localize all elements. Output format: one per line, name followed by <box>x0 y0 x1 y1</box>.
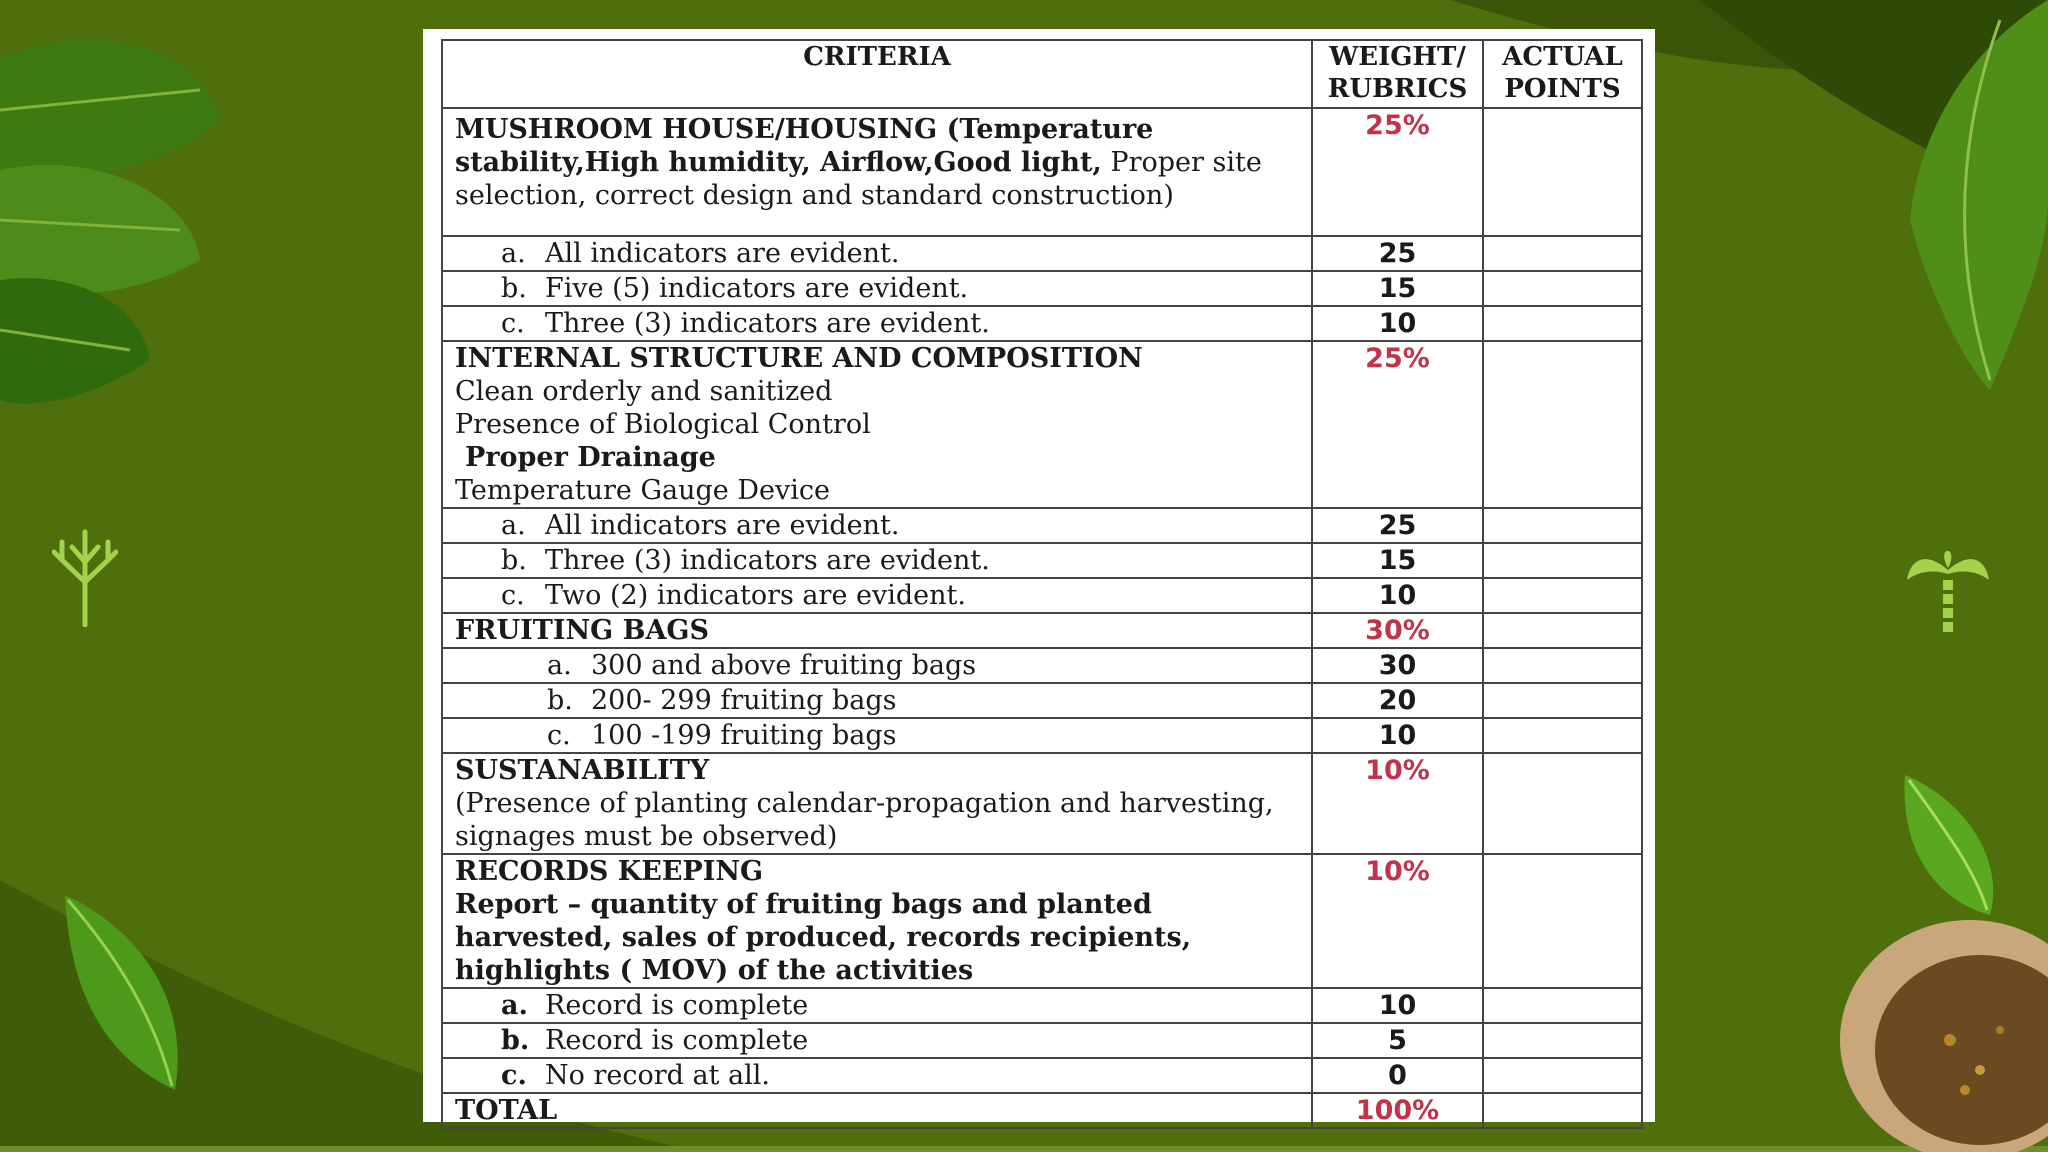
item-letter: a. <box>501 238 526 269</box>
actual-points-cell <box>1483 1093 1642 1128</box>
table-row <box>442 306 1642 341</box>
actual-points-cell <box>1483 683 1642 718</box>
item-letter: b. <box>547 685 573 716</box>
rubric-table <box>441 39 1643 1129</box>
actual-points-cell <box>1483 613 1642 648</box>
actual-points-cell <box>1483 988 1642 1023</box>
item-text: Record is complete <box>545 1025 809 1056</box>
item-points: 25 <box>1312 508 1483 543</box>
actual-points-cell <box>1483 1023 1642 1058</box>
table-row <box>442 1058 1642 1093</box>
item-points: 10 <box>1312 718 1483 753</box>
section-weight: 25% <box>1312 341 1483 508</box>
item-letter: a. <box>501 510 526 541</box>
item-text: Three (3) indicators are evident. <box>545 308 990 339</box>
item-letter: c. <box>501 1060 527 1091</box>
criteria-header: CRITERIA <box>442 40 1312 108</box>
total-row <box>442 1093 1642 1128</box>
section-title: RECORDS KEEPING <box>455 856 764 887</box>
section-title: SUSTANABILITY <box>455 755 710 786</box>
leaf-icon <box>0 0 240 440</box>
total-weight: 100% <box>1312 1093 1483 1128</box>
leaf-icon <box>1850 0 2048 400</box>
section-line: Presence of Biological Control <box>455 409 871 440</box>
section-title: FRUITING BAGS <box>442 613 1312 648</box>
item-text: Three (3) indicators are evident. <box>545 545 990 576</box>
item-letter: a. <box>547 650 572 681</box>
item-letter: b. <box>501 273 527 304</box>
section-criteria <box>442 108 1312 236</box>
section-line: (Presence of planting calendar-propagation and harvesting, signages must be observed) <box>455 788 1274 852</box>
item-text: 200- 299 fruiting bags <box>591 685 897 716</box>
table-row <box>442 648 1642 683</box>
item-points: 15 <box>1312 271 1483 306</box>
actual-points-cell <box>1483 306 1642 341</box>
item-text: Five (5) indicators are evident. <box>545 273 969 304</box>
item-points: 30 <box>1312 648 1483 683</box>
item-points: 15 <box>1312 543 1483 578</box>
item-letter: a. <box>501 990 528 1021</box>
actual-points-cell <box>1483 1058 1642 1093</box>
item-text: All indicators are evident. <box>545 510 900 541</box>
table-header-row <box>442 40 1642 108</box>
item-points: 10 <box>1312 306 1483 341</box>
table-row <box>442 543 1642 578</box>
item-letter: c. <box>501 580 525 611</box>
section-row <box>442 108 1642 236</box>
total-label: TOTAL <box>442 1093 1312 1128</box>
item-text: Two (2) indicators are evident. <box>545 580 966 611</box>
actual-points-cell <box>1483 271 1642 306</box>
table-row <box>442 683 1642 718</box>
item-points: 10 <box>1312 578 1483 613</box>
item-points: 25 <box>1312 236 1483 271</box>
actual-points-cell <box>1483 578 1642 613</box>
actual-points-cell <box>1483 508 1642 543</box>
item-points: 20 <box>1312 683 1483 718</box>
actual-points-cell <box>1483 718 1642 753</box>
sprout-tree-icon <box>52 522 118 627</box>
section-title: INTERNAL STRUCTURE AND COMPOSITION <box>455 343 1143 374</box>
section-criteria <box>442 753 1312 854</box>
section-weight: 30% <box>1312 613 1483 648</box>
section-title: MUSHROOM HOUSE/HOUSING (Temperature stability,High humidity, Airflow,Good light, <box>455 114 1154 178</box>
rubric-document <box>423 29 1655 1126</box>
weight-header: WEIGHT/ RUBRICS <box>1312 40 1483 108</box>
item-text: 300 and above fruiting bags <box>591 650 977 681</box>
section-weight: 10% <box>1312 753 1483 854</box>
item-letter: b. <box>501 545 527 576</box>
plant-pot-icon <box>1830 890 2048 1152</box>
item-letter: c. <box>547 720 571 751</box>
item-points: 5 <box>1312 1023 1483 1058</box>
actual-points-cell <box>1483 854 1642 988</box>
section-row <box>442 341 1642 508</box>
palm-tree-icon <box>1905 540 1991 645</box>
item-text: 100 -199 fruiting bags <box>591 720 897 751</box>
section-row <box>442 613 1642 648</box>
section-criteria <box>442 341 1312 508</box>
section-weight: 25% <box>1312 108 1483 236</box>
actual-points-header: ACTUAL POINTS <box>1483 40 1642 108</box>
table-row <box>442 508 1642 543</box>
table-row <box>442 578 1642 613</box>
actual-points-cell <box>1483 236 1642 271</box>
section-row <box>442 854 1642 988</box>
item-text: Record is complete <box>545 990 809 1021</box>
table-row <box>442 1023 1642 1058</box>
section-description: Proper site selection, correct design and standard construction) <box>455 147 1262 211</box>
item-points: 10 <box>1312 988 1483 1023</box>
section-line: Temperature Gauge Device <box>455 475 830 506</box>
section-line: Proper Drainage <box>465 442 716 473</box>
actual-points-cell <box>1483 753 1642 854</box>
item-text: All indicators are evident. <box>545 238 900 269</box>
item-letter: c. <box>501 308 525 339</box>
item-points: 0 <box>1312 1058 1483 1093</box>
actual-points-cell <box>1483 648 1642 683</box>
table-row <box>442 988 1642 1023</box>
section-weight: 10% <box>1312 854 1483 988</box>
section-line: Report – quantity of fruiting bags and planted harvested, sales of produced, records recipients, highlights ( MOV) of the activities <box>455 889 1192 986</box>
leaf-icon <box>60 890 190 1100</box>
section-criteria <box>442 854 1312 988</box>
actual-points-cell <box>1483 341 1642 508</box>
section-row <box>442 753 1642 854</box>
actual-points-cell <box>1483 108 1642 236</box>
table-row <box>442 718 1642 753</box>
actual-points-cell <box>1483 543 1642 578</box>
item-text: No record at all. <box>545 1060 770 1091</box>
item-letter: b. <box>501 1025 530 1056</box>
table-row <box>442 271 1642 306</box>
section-line: Clean orderly and sanitized <box>455 376 833 407</box>
table-row <box>442 236 1642 271</box>
